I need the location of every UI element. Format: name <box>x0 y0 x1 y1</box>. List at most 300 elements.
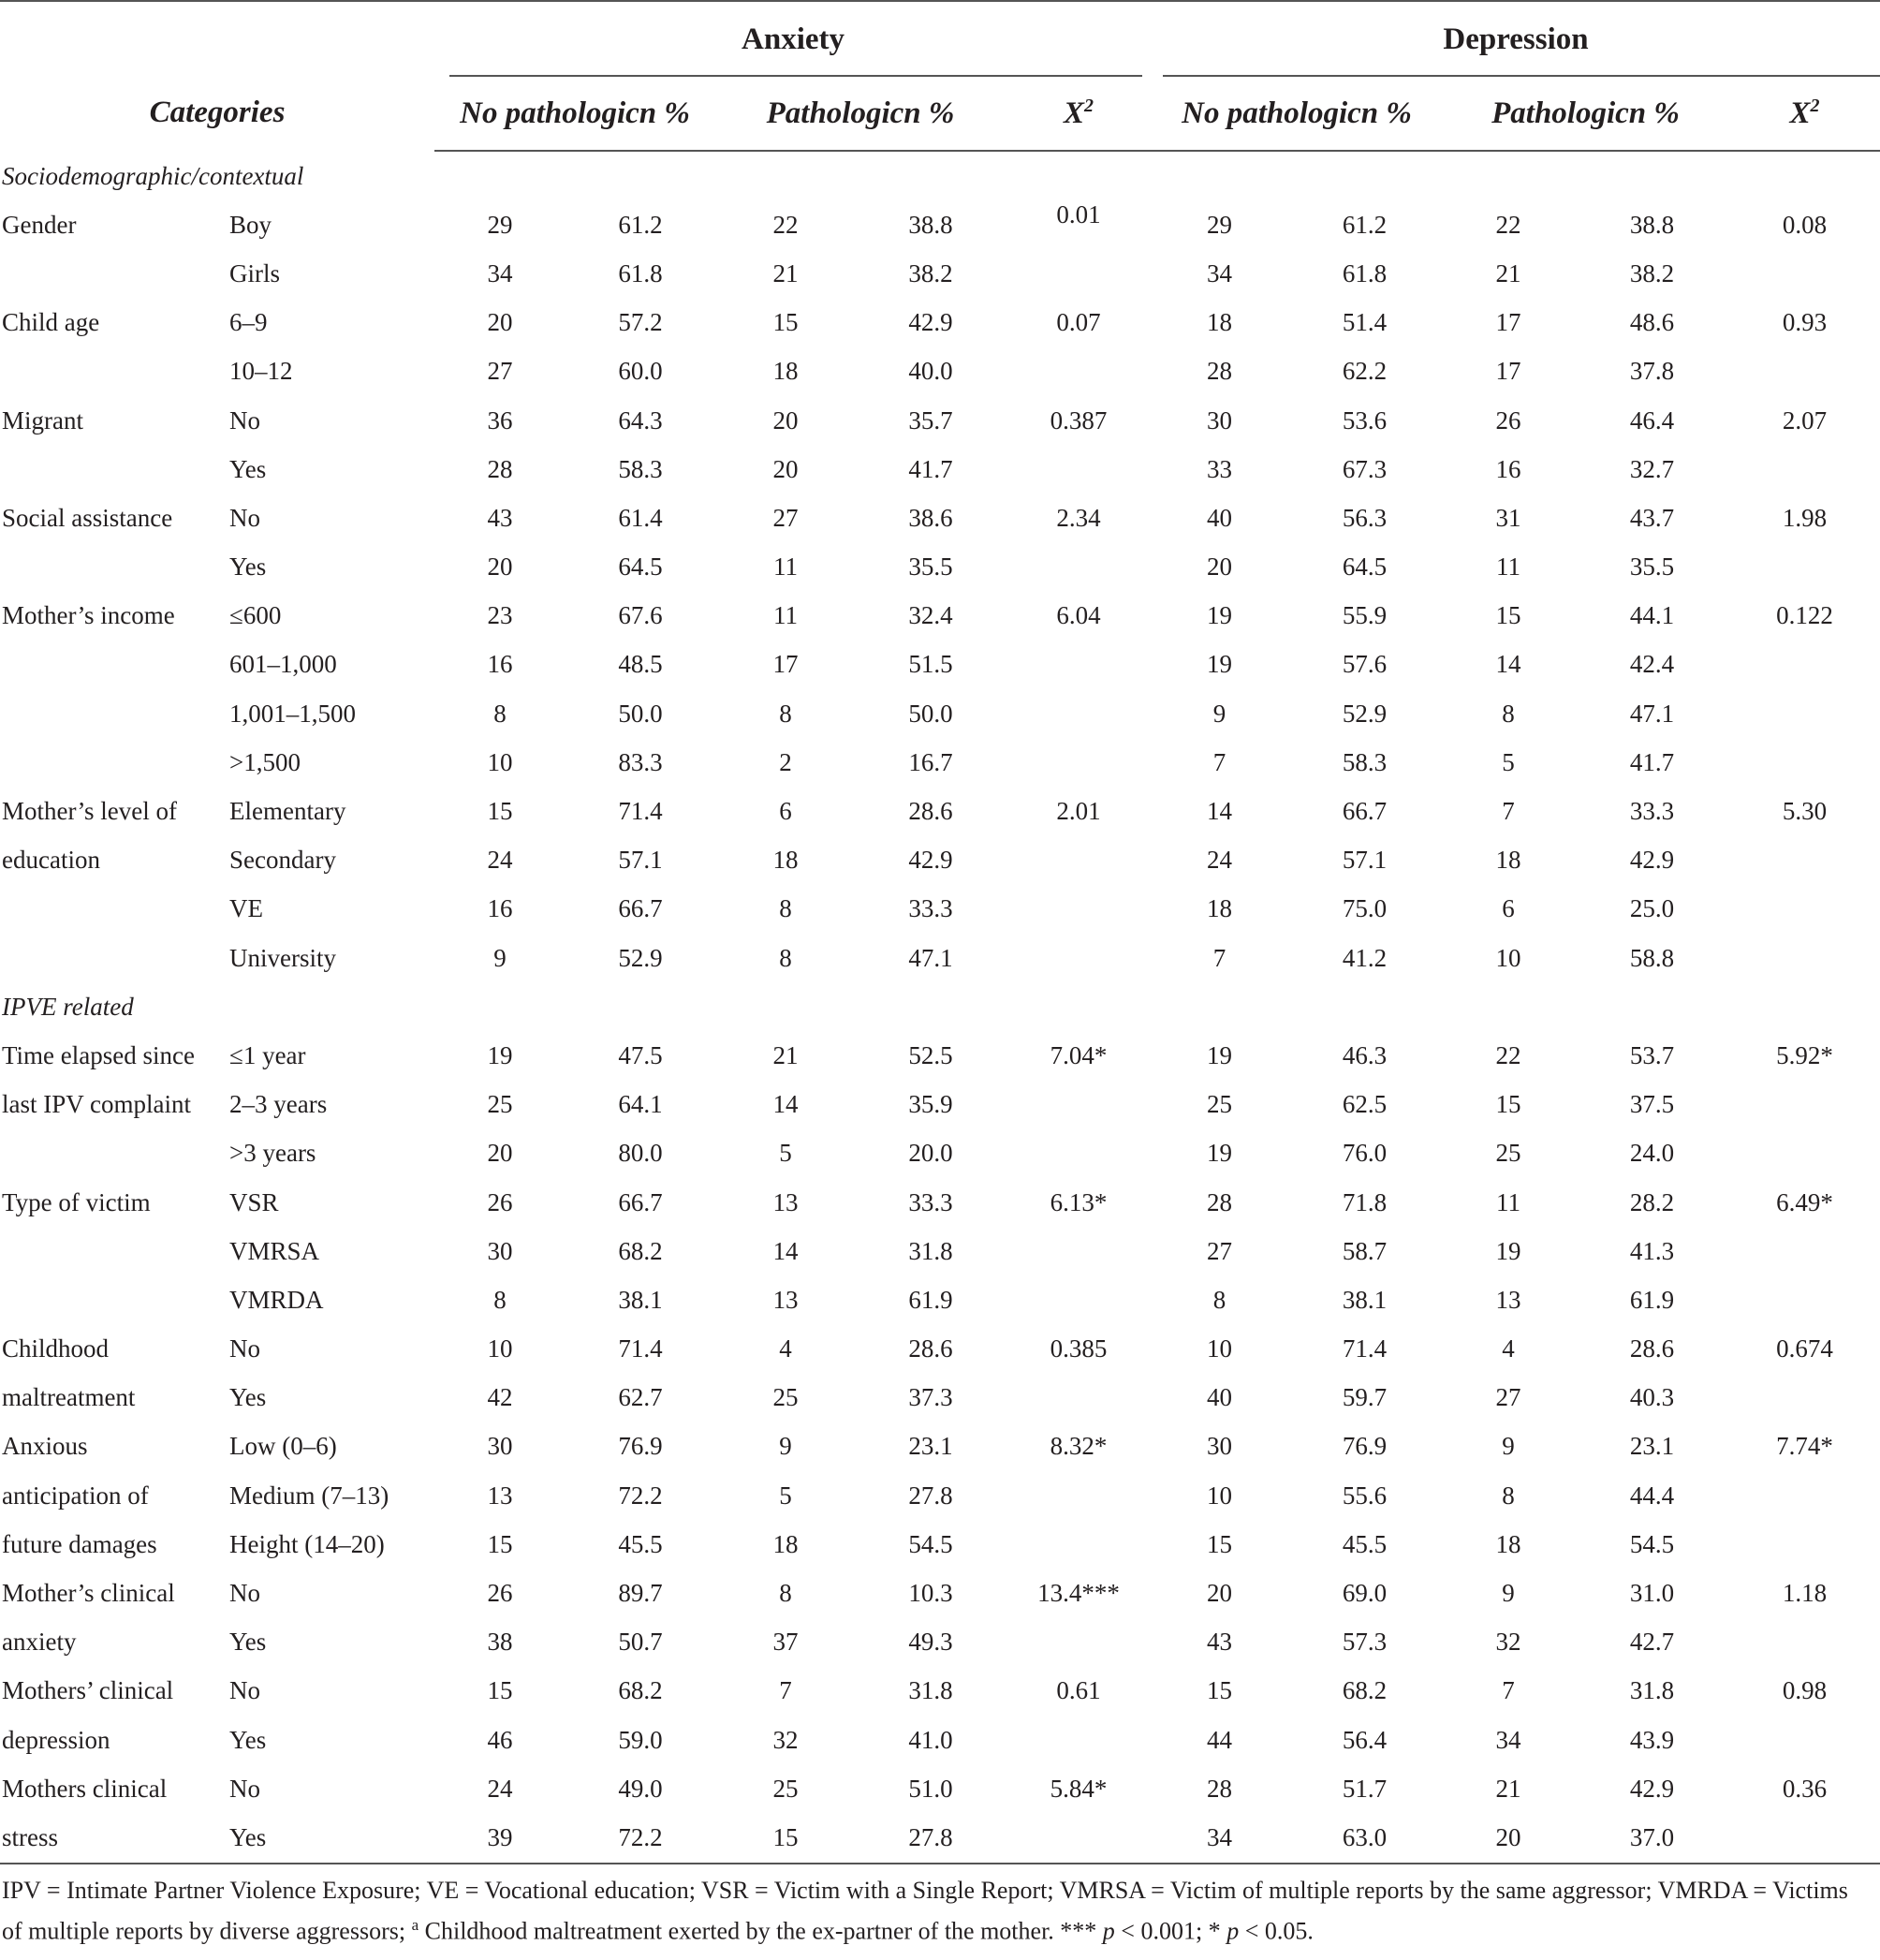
depression-path-header: Pathologicn % <box>1442 77 1729 151</box>
depression-value-cell: 57.1 <box>1342 846 1388 875</box>
anxiety-chi-cell <box>1006 1374 1152 1422</box>
anxiety-value-cell: 45.5 <box>618 1529 663 1558</box>
depression-no-path-header: No pathologicn % <box>1152 77 1442 151</box>
depression-value-cell: 34 <box>1207 258 1233 287</box>
anxiety-value-cell: 76.9 <box>618 1432 663 1461</box>
category-cell: Yes <box>229 1628 267 1657</box>
depression-value-cell: 38.8 <box>1629 210 1675 239</box>
depression-chi-cell <box>1729 1520 1880 1569</box>
depression-value-cell: 31.8 <box>1629 1676 1675 1705</box>
table-row <box>0 885 1880 934</box>
anxiety-value-cell: 21 <box>772 258 799 287</box>
anxiety-value-cell: 38.2 <box>908 258 953 287</box>
variable-cell: Type of victim <box>2 1187 151 1216</box>
depression-value-cell: 58.8 <box>1629 943 1675 972</box>
anxiety-underline <box>449 75 1142 77</box>
depression-value-cell: 68.2 <box>1342 1676 1388 1705</box>
depression-value-cell: 44 <box>1207 1725 1233 1754</box>
depression-chi-cell <box>1729 347 1880 396</box>
depression-value-cell: 43.7 <box>1629 503 1675 532</box>
depression-value-cell: 13 <box>1495 1285 1521 1314</box>
variable-cell: anxiety <box>2 1628 77 1657</box>
anxiety-value-cell: 35.9 <box>908 1090 953 1119</box>
anxiety-value-cell: 28 <box>487 454 513 483</box>
anxiety-value-cell: 72.2 <box>618 1481 663 1510</box>
depression-value-cell: 55.9 <box>1342 601 1388 630</box>
depression-group-header <box>1152 1 1880 77</box>
table-row <box>0 1716 1880 1764</box>
depression-chi-cell <box>1729 738 1880 787</box>
anxiety-value-cell: 51.5 <box>908 650 953 679</box>
depression-value-cell: 48.6 <box>1629 308 1675 337</box>
category-cell: No <box>229 1334 260 1363</box>
anxiety-value-cell: 61.4 <box>618 503 663 532</box>
depression-value-cell: 42.9 <box>1629 846 1675 875</box>
anxiety-chi-cell <box>1006 249 1152 298</box>
anxiety-chi-cell <box>1006 1129 1152 1178</box>
anxiety-value-cell: 72.2 <box>565 1813 715 1863</box>
anxiety-value-cell: 38 <box>487 1628 513 1657</box>
depression-value-cell: 75.0 <box>1342 894 1388 923</box>
depression-value-cell: 20 <box>1207 1579 1233 1608</box>
depression-value-cell: 42.4 <box>1629 650 1675 679</box>
anxiety-value-cell: 21 <box>772 1040 799 1069</box>
anxiety-value-cell: 48.5 <box>618 650 663 679</box>
depression-value-cell: 18 <box>1207 308 1233 337</box>
table-row <box>0 592 1880 641</box>
table-row <box>0 1813 1880 1863</box>
anxiety-chi-cell <box>1006 885 1152 934</box>
depression-value-cell: 28 <box>1207 1774 1233 1803</box>
anxiety-value-cell: 39 <box>434 1813 565 1863</box>
anxiety-value-cell: 37.3 <box>908 1383 953 1412</box>
depression-value-cell: 18 <box>1495 846 1521 875</box>
anxiety-value-cell: 18 <box>772 846 799 875</box>
depression-chi-cell <box>1729 1275 1880 1324</box>
anxiety-path-header: Pathologicn % <box>715 77 1006 151</box>
anxiety-value-cell: 8 <box>779 699 792 728</box>
category-cell: No <box>229 1579 260 1608</box>
anxiety-value-cell: 31.8 <box>908 1676 953 1705</box>
anxiety-value-cell: 52.5 <box>908 1040 953 1069</box>
anxiety-chi-cell: 6.04 <box>1056 601 1101 630</box>
table-row <box>0 1081 1880 1129</box>
anxiety-value-cell: 8 <box>779 894 792 923</box>
anxiety-value-cell: 38.1 <box>618 1285 663 1314</box>
anxiety-value-cell: 24 <box>487 846 513 875</box>
table-row <box>0 787 1880 835</box>
category-cell: University <box>229 943 336 972</box>
anxiety-value-cell: 42 <box>487 1383 513 1412</box>
table-row <box>0 1178 1880 1227</box>
anxiety-chi-cell <box>1006 934 1152 982</box>
anxiety-value-cell: 27.8 <box>856 1813 1006 1863</box>
table-row <box>0 689 1880 738</box>
depression-value-cell: 14 <box>1207 797 1233 826</box>
depression-value-cell: 46.4 <box>1629 405 1675 435</box>
category-cell: Boy <box>229 210 272 239</box>
category-cell: 6–9 <box>229 308 268 337</box>
depression-value-cell: 25.0 <box>1629 894 1675 923</box>
anxiety-value-cell: 59.0 <box>618 1725 663 1754</box>
depression-value-cell: 20 <box>1442 1813 1575 1863</box>
depression-value-cell: 57.6 <box>1342 650 1388 679</box>
depression-chi-cell <box>1729 1813 1880 1863</box>
depression-value-cell: 34 <box>1152 1813 1287 1863</box>
table-row <box>0 445 1880 494</box>
table-row <box>0 494 1880 542</box>
table-body <box>0 151 1880 1864</box>
anxiety-value-cell: 13 <box>772 1187 799 1216</box>
anxiety-value-cell: 29 <box>487 210 513 239</box>
anxiety-value-cell: 26 <box>487 1579 513 1608</box>
depression-value-cell: 31.0 <box>1629 1579 1675 1608</box>
depression-chi-cell <box>1729 1716 1880 1764</box>
depression-value-cell: 76.9 <box>1342 1432 1388 1461</box>
depression-value-cell: 10 <box>1207 1334 1233 1363</box>
anxiety-value-cell: 10 <box>487 1334 513 1363</box>
variable-cell: anticipation of <box>2 1481 149 1510</box>
depression-value-cell: 19 <box>1495 1236 1521 1265</box>
anxiety-value-cell: 13 <box>487 1481 513 1510</box>
anxiety-value-cell: 8 <box>493 1285 507 1314</box>
anxiety-value-cell: 14 <box>772 1236 799 1265</box>
depression-value-cell: 24.0 <box>1629 1139 1675 1168</box>
anxiety-value-cell: 38.6 <box>908 503 953 532</box>
anxiety-value-cell: 71.4 <box>618 1334 663 1363</box>
depression-value-cell: 71.4 <box>1342 1334 1388 1363</box>
anxiety-chi-cell: 5.84* <box>1050 1774 1108 1803</box>
table-footnote <box>0 1873 1874 1949</box>
anxiety-chi-cell <box>1006 1520 1152 1569</box>
depression-value-cell: 58.3 <box>1342 747 1388 776</box>
depression-chi-cell: 0.98 <box>1782 1676 1828 1705</box>
depression-value-cell: 45.5 <box>1342 1529 1388 1558</box>
anxiety-chi-cell <box>1006 689 1152 738</box>
depression-value-cell: 40.3 <box>1629 1383 1675 1412</box>
depression-value-cell: 30 <box>1207 1432 1233 1461</box>
depression-value-cell: 59.7 <box>1342 1383 1388 1412</box>
depression-value-cell: 10 <box>1207 1481 1233 1510</box>
depression-value-cell: 41.2 <box>1342 943 1388 972</box>
variable-cell: last IPV complaint <box>2 1090 191 1119</box>
anxiety-value-cell: 15 <box>487 1529 513 1558</box>
depression-value-cell: 17 <box>1495 308 1521 337</box>
anxiety-value-cell: 64.3 <box>618 405 663 435</box>
anxiety-chi-header: $X^2$ <box>1006 77 1152 151</box>
depression-value-cell: 28.2 <box>1629 1187 1675 1216</box>
anxiety-chi-cell: 2.01 <box>1056 797 1101 826</box>
anxiety-value-cell: 40.0 <box>908 357 953 386</box>
depression-chi-cell <box>1729 1081 1880 1129</box>
table-row <box>0 1764 1880 1813</box>
anxiety-value-cell: 33.3 <box>908 894 953 923</box>
depression-chi-cell: 1.18 <box>1782 1579 1828 1608</box>
depression-value-cell: 51.7 <box>1342 1774 1388 1803</box>
anxiety-value-cell: 23 <box>487 601 513 630</box>
anxiety-value-cell: 61.8 <box>618 258 663 287</box>
depression-value-cell: 53.7 <box>1629 1040 1675 1069</box>
anxiety-chi-cell: 0.387 <box>1050 405 1108 435</box>
depression-chi-cell: 2.07 <box>1782 405 1828 435</box>
anxiety-value-cell: 50.7 <box>618 1628 663 1657</box>
variable-cell <box>0 347 217 396</box>
table-row <box>0 738 1880 787</box>
depression-value-cell: 33 <box>1207 454 1233 483</box>
depression-value-cell: 23.1 <box>1629 1432 1675 1461</box>
depression-chi-cell: 0.674 <box>1776 1334 1833 1363</box>
anxiety-value-cell: 36 <box>487 405 513 435</box>
depression-value-cell: 24 <box>1207 846 1233 875</box>
depression-chi-cell <box>1729 689 1880 738</box>
category-cell: Medium (7–13) <box>229 1481 389 1510</box>
footnote-line-2: of multiple reports by diverse aggressors; $^a$ Childhood maltreatment exerted by the ex-partner of the mother. *** p < 0.001; * p < 0.05. <box>2 1916 1314 1945</box>
anxiety-value-cell: 8 <box>779 1579 792 1608</box>
depression-value-cell: 53.6 <box>1342 405 1388 435</box>
depression-value-cell: 31 <box>1495 503 1521 532</box>
anxiety-value-cell: 20 <box>487 308 513 337</box>
anxiety-value-cell: 38.8 <box>908 210 953 239</box>
section-title: Sociodemographic/contextual <box>2 161 304 190</box>
section-row <box>0 151 1880 200</box>
anxiety-chi-cell <box>1006 1081 1152 1129</box>
depression-value-cell: 57.3 <box>1342 1628 1388 1657</box>
variable-cell: Anxious <box>2 1432 88 1461</box>
depression-value-cell: 66.7 <box>1342 797 1388 826</box>
anxiety-chi-cell: 0.385 <box>1050 1334 1108 1363</box>
anxiety-title: Anxiety <box>742 22 845 56</box>
anxiety-value-cell: 47.1 <box>908 943 953 972</box>
variable-cell <box>0 738 217 787</box>
category-cell: Yes <box>229 1383 267 1412</box>
depression-value-cell: 21 <box>1495 258 1521 287</box>
anxiety-value-cell: 23.1 <box>908 1432 953 1461</box>
anxiety-group-header <box>434 1 1152 77</box>
table-row <box>0 249 1880 298</box>
category-cell: No <box>229 503 260 532</box>
variable-cell: maltreatment <box>2 1383 136 1412</box>
depression-value-cell: 61.9 <box>1629 1285 1675 1314</box>
category-cell: 10–12 <box>229 357 293 386</box>
table-row <box>0 1471 1880 1520</box>
anxiety-value-cell: 5 <box>779 1139 792 1168</box>
depression-value-cell: 19 <box>1207 601 1233 630</box>
depression-value-cell: 46.3 <box>1342 1040 1388 1069</box>
category-cell: Height (14–20) <box>229 1529 385 1558</box>
variable-cell <box>0 249 217 298</box>
header-row-groups <box>0 1 1880 77</box>
section-row <box>0 982 1880 1031</box>
category-cell: ≤600 <box>229 601 282 630</box>
anxiety-chi-cell: 0.01 <box>1056 200 1101 229</box>
table-row <box>0 1569 1880 1617</box>
section-title: IPVE related <box>2 992 134 1021</box>
depression-value-cell: 52.9 <box>1342 699 1388 728</box>
depression-chi-cell: 0.08 <box>1782 210 1828 239</box>
depression-value-cell: 41.7 <box>1629 747 1675 776</box>
depression-value-cell: 7 <box>1212 747 1226 776</box>
anxiety-value-cell: 35.7 <box>908 405 953 435</box>
variable-cell: Mothers clinical <box>2 1774 168 1803</box>
table-row <box>0 1129 1880 1178</box>
anxiety-value-cell: 15 <box>487 797 513 826</box>
variable-cell: Social assistance <box>2 503 173 532</box>
anxiety-value-cell: 28.6 <box>908 1334 953 1363</box>
anxiety-value-cell: 15 <box>772 308 799 337</box>
category-cell: VE <box>229 894 263 923</box>
anxiety-value-cell: 32.4 <box>908 601 953 630</box>
depression-value-cell: 22 <box>1495 1040 1521 1069</box>
anxiety-chi-cell <box>1006 445 1152 494</box>
anxiety-value-cell: 16 <box>487 650 513 679</box>
depression-chi-cell <box>1729 1129 1880 1178</box>
variable-cell: Mother’s level of <box>2 797 177 826</box>
variable-cell: stress <box>0 1813 217 1863</box>
anxiety-chi-cell: 0.61 <box>1056 1676 1101 1705</box>
variable-cell <box>0 1129 217 1178</box>
depression-value-cell: 18 <box>1495 1529 1521 1558</box>
table-row <box>0 1618 1880 1667</box>
depression-underline <box>1163 75 1880 77</box>
anxiety-value-cell: 6 <box>779 797 792 826</box>
depression-value-cell: 22 <box>1495 210 1521 239</box>
anxiety-value-cell: 16 <box>487 894 513 923</box>
anxiety-value-cell: 67.6 <box>618 601 663 630</box>
depression-value-cell: 63.0 <box>1287 1813 1442 1863</box>
depression-value-cell: 37.8 <box>1629 357 1675 386</box>
variable-cell: future damages <box>2 1529 157 1558</box>
depression-value-cell: 32.7 <box>1629 454 1675 483</box>
variable-cell <box>0 1275 217 1324</box>
variable-cell: Gender <box>2 210 77 239</box>
anxiety-value-cell: 80.0 <box>618 1139 663 1168</box>
variable-cell <box>0 641 217 689</box>
anxiety-value-cell: 27.8 <box>908 1481 953 1510</box>
anxiety-value-cell: 20 <box>487 553 513 582</box>
depression-value-cell: 8 <box>1212 1285 1226 1314</box>
anxiety-value-cell: 25 <box>772 1383 799 1412</box>
anxiety-value-cell: 10 <box>487 747 513 776</box>
anxiety-value-cell: 41.7 <box>908 454 953 483</box>
table-row <box>0 1667 1880 1716</box>
depression-chi-cell <box>1729 934 1880 982</box>
depression-value-cell: 61.2 <box>1342 210 1388 239</box>
anxiety-value-cell: 9 <box>493 943 507 972</box>
depression-value-cell: 37.0 <box>1575 1813 1729 1863</box>
anxiety-value-cell: 20 <box>487 1139 513 1168</box>
depression-value-cell: 30 <box>1207 405 1233 435</box>
depression-value-cell: 69.0 <box>1342 1579 1388 1608</box>
anxiety-value-cell: 41.0 <box>908 1725 953 1754</box>
table-row <box>0 1520 1880 1569</box>
variable-cell <box>0 1227 217 1275</box>
depression-value-cell: 38.1 <box>1342 1285 1388 1314</box>
category-cell: 601–1,000 <box>229 650 337 679</box>
depression-value-cell: 11 <box>1496 553 1521 582</box>
table-row <box>0 347 1880 396</box>
anxiety-value-cell: 50.0 <box>908 699 953 728</box>
depression-chi-cell <box>1729 543 1880 592</box>
table-row <box>0 1031 1880 1080</box>
anxiety-value-cell: 57.1 <box>618 846 663 875</box>
anxiety-value-cell: 66.7 <box>618 894 663 923</box>
anxiety-value-cell: 20 <box>772 454 799 483</box>
anxiety-chi-cell: 13.4*** <box>1037 1579 1120 1608</box>
depression-value-cell: 42.9 <box>1629 1774 1675 1803</box>
category-cell: VSR <box>229 1187 279 1216</box>
depression-chi-cell: 0.93 <box>1782 308 1828 337</box>
depression-value-cell: 25 <box>1207 1090 1233 1119</box>
depression-value-cell: 8 <box>1502 699 1515 728</box>
depression-value-cell: 20 <box>1207 553 1233 582</box>
anxiety-value-cell: 18 <box>772 357 799 386</box>
depression-value-cell: 54.5 <box>1629 1529 1675 1558</box>
table-row <box>0 396 1880 445</box>
anxiety-value-cell: 58.3 <box>618 454 663 483</box>
anxiety-value-cell: 64.1 <box>618 1090 663 1119</box>
category-cell: Low (0–6) <box>229 1432 337 1461</box>
depression-chi-cell <box>1729 1471 1880 1520</box>
anxiety-value-cell: 42.9 <box>908 846 953 875</box>
depression-chi-cell: 0.122 <box>1776 601 1833 630</box>
anxiety-value-cell: 61.2 <box>618 210 663 239</box>
category-cell: VMRDA <box>229 1285 324 1314</box>
depression-chi-cell: 0.36 <box>1782 1774 1828 1803</box>
anxiety-chi-cell: 6.13* <box>1050 1187 1108 1216</box>
category-cell: Yes <box>217 1813 434 1863</box>
anxiety-chi-cell <box>1006 1471 1152 1520</box>
depression-title: Depression <box>1443 22 1589 56</box>
depression-value-cell: 51.4 <box>1342 308 1388 337</box>
table-row <box>0 836 1880 885</box>
variable-cell: education <box>2 846 100 875</box>
depression-value-cell: 37.5 <box>1629 1090 1675 1119</box>
depression-value-cell: 7 <box>1502 1676 1515 1705</box>
variable-cell: Mother’s clinical <box>2 1579 175 1608</box>
depression-value-cell: 14 <box>1495 650 1521 679</box>
variable-cell: Migrant <box>2 405 83 435</box>
anxiety-chi-cell <box>1006 1813 1152 1863</box>
table-row <box>0 200 1880 249</box>
depression-value-cell: 43.9 <box>1629 1725 1675 1754</box>
category-cell: No <box>229 1774 260 1803</box>
category-cell: 2–3 years <box>229 1090 328 1119</box>
anxiety-chi-cell <box>1006 1227 1152 1275</box>
depression-value-cell: 9 <box>1502 1579 1515 1608</box>
variable-cell <box>0 543 217 592</box>
anxiety-value-cell: 24 <box>487 1774 513 1803</box>
depression-chi-cell: 5.30 <box>1782 797 1828 826</box>
anxiety-value-cell: 14 <box>772 1090 799 1119</box>
depression-value-cell: 44.4 <box>1629 1481 1675 1510</box>
category-cell: Girls <box>229 258 280 287</box>
category-cell: Elementary <box>229 797 346 826</box>
depression-value-cell: 61.8 <box>1342 258 1388 287</box>
anxiety-value-cell: 68.2 <box>618 1676 663 1705</box>
anxiety-value-cell: 30 <box>487 1432 513 1461</box>
depression-value-cell: 26 <box>1495 405 1521 435</box>
depression-value-cell: 76.0 <box>1342 1139 1388 1168</box>
depression-chi-cell <box>1729 885 1880 934</box>
depression-value-cell: 18 <box>1207 894 1233 923</box>
depression-value-cell: 56.4 <box>1342 1725 1388 1754</box>
anxiety-value-cell: 43 <box>487 503 513 532</box>
depression-value-cell: 27 <box>1207 1236 1233 1265</box>
anxiety-value-cell: 18 <box>772 1529 799 1558</box>
depression-value-cell: 19 <box>1207 650 1233 679</box>
anxiety-chi-cell <box>1006 1275 1152 1324</box>
depression-value-cell: 67.3 <box>1342 454 1388 483</box>
